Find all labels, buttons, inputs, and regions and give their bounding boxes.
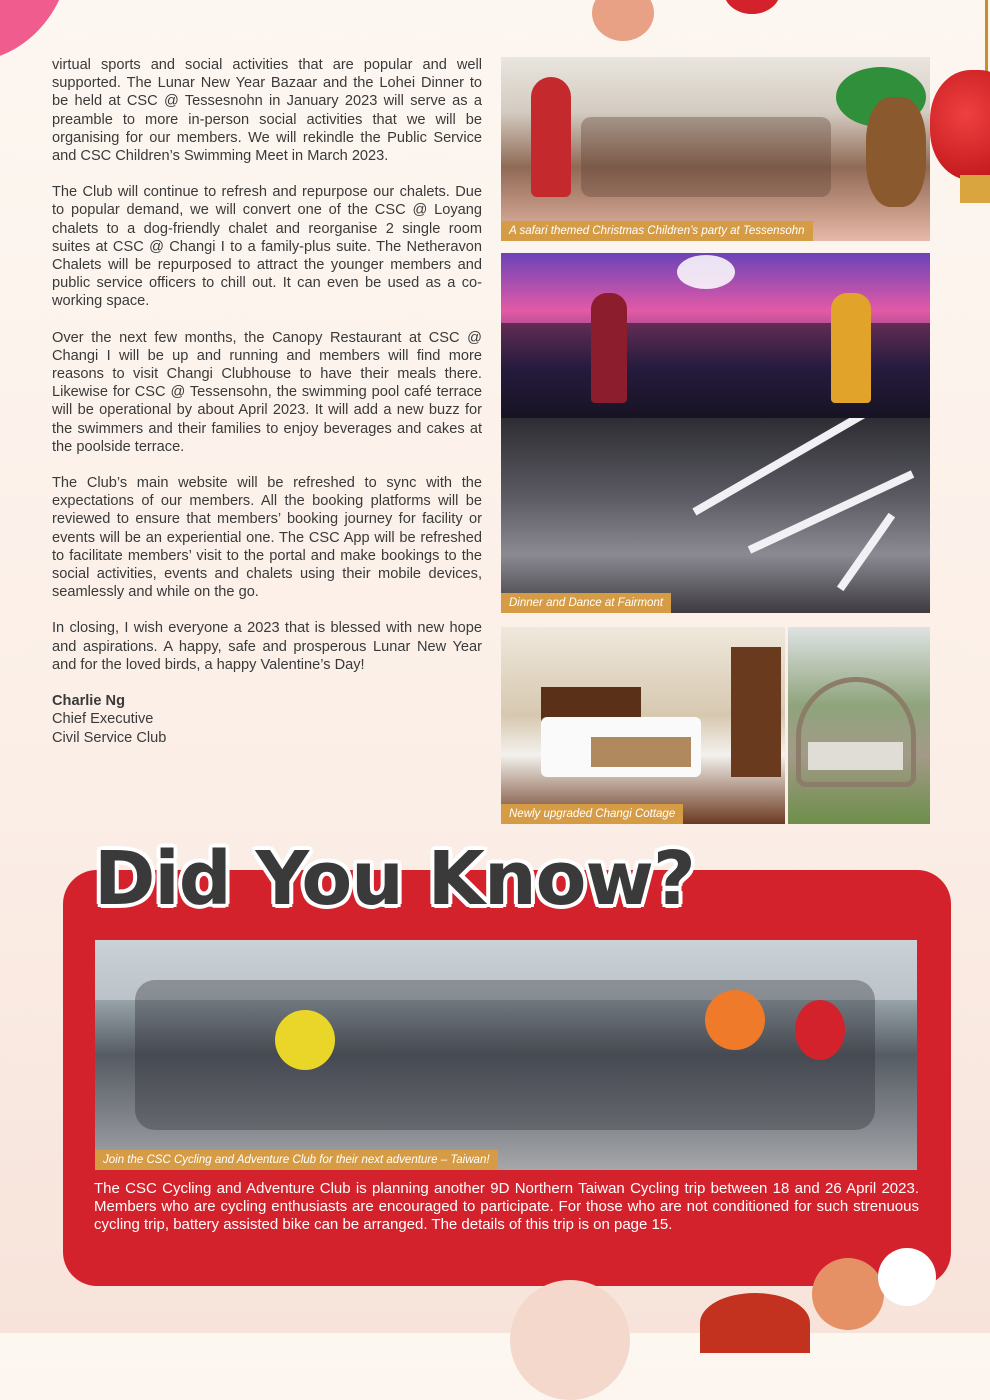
- did-you-know-body: The CSC Cycling and Adventure Club is planning another 9D Northern Taiwan Cycling trip between 18 and 26 April 2023. Members who are cycling enthusiasts are encouraged to participate. For those who are not conditioned for such strenuous cycling trip, battery assisted bike can be arranged. The details of this trip is on page 15.: [94, 1180, 919, 1234]
- article-body: [52, 56, 482, 747]
- photo-caption: Newly upgraded Changi Cottage: [501, 804, 683, 824]
- dinner-dance-crowd-photo: [501, 418, 930, 613]
- plum-blossom-icon: [724, 0, 780, 14]
- article-paragraph: The Club will continue to refresh and repurpose our chalets. Due to popular demand, we will convert one of the CSC @ Loyang chalets to a dog-friendly chalet and reorganise 2 single room suites at CSC @ Changi I to a family-plus suite. The Netheravon Chalets will be repurposed to attract the younger members and public service officers to chill out. It can even be used as a co-working space.: [52, 184, 482, 310]
- garden-pod-photo: [788, 627, 930, 824]
- signature: [52, 692, 482, 747]
- dinner-dance-stage-photo: [501, 253, 930, 418]
- photo-caption: A safari themed Christmas Children’s party at Tessensohn: [501, 221, 813, 241]
- cycling-group-photo: [95, 940, 917, 1170]
- lantern-tassel: [960, 175, 990, 203]
- changi-cottage-bedroom-photo: [501, 627, 785, 824]
- plum-blossom-icon: [592, 0, 654, 41]
- article-paragraph: Over the next few months, the Canopy Restaurant at CSC @ Changi I will be up and running and members will find more reasons to visit Changi Clubhouse to have their meals there. Likewise for CSC @ Tessensohn, the swimming pool café terrace will be operational by about April 2023. It will add a new buzz for the swimmers and their families to enjoy beverages and cakes at the poolside terrace.: [52, 329, 482, 455]
- article-paragraph: virtual sports and social activities that are popular and well supported. The Lunar New Year Bazaar and the Lohei Dinner to be held at CSC @ Tessesnohn in January 2023 will serve as a preamble to more in-person social activities that we will be organising for our members. We will rekindle the Public Service and CSC Children’s Swimming Meet in March 2023.: [52, 57, 482, 165]
- christmas-party-photo: [501, 57, 930, 241]
- article-paragraph: The Club’s main website will be refreshed to sync with the expectations of our members. All the booking platforms will be reviewed to ensure that members’ booking journey for facility or events will be an experiential one. The CSC App will be refreshed to facilitate members’ visit to the portal and make bookings to the social activities, events and chalets using their mobile devices, seamlessly and while on the go.: [52, 475, 482, 601]
- lantern-cord: [985, 0, 988, 80]
- lantern-icon: [930, 70, 990, 180]
- photo-caption: Dinner and Dance at Fairmont: [501, 593, 671, 613]
- paper-fan-icon: [700, 1293, 810, 1353]
- plum-blossom-icon: [878, 1248, 936, 1306]
- photo-caption: Join the CSC Cycling and Adventure Club for their next adventure – Taiwan!: [95, 1150, 498, 1170]
- decorative-circle: [510, 1280, 630, 1400]
- article-paragraph: In closing, I wish everyone a 2023 that is blessed with new hope and aspirations. A happy, safe and prosperous Lunar New Year and for the loved birds, a happy Valentine’s Day!: [52, 620, 482, 673]
- signature-name: Charlie Ng: [52, 693, 125, 710]
- signature-org: Civil Service Club: [52, 729, 167, 746]
- did-you-know-title: Did You Know?: [94, 836, 695, 922]
- plum-blossom-icon: [812, 1258, 884, 1330]
- signature-title: Chief Executive: [52, 711, 154, 728]
